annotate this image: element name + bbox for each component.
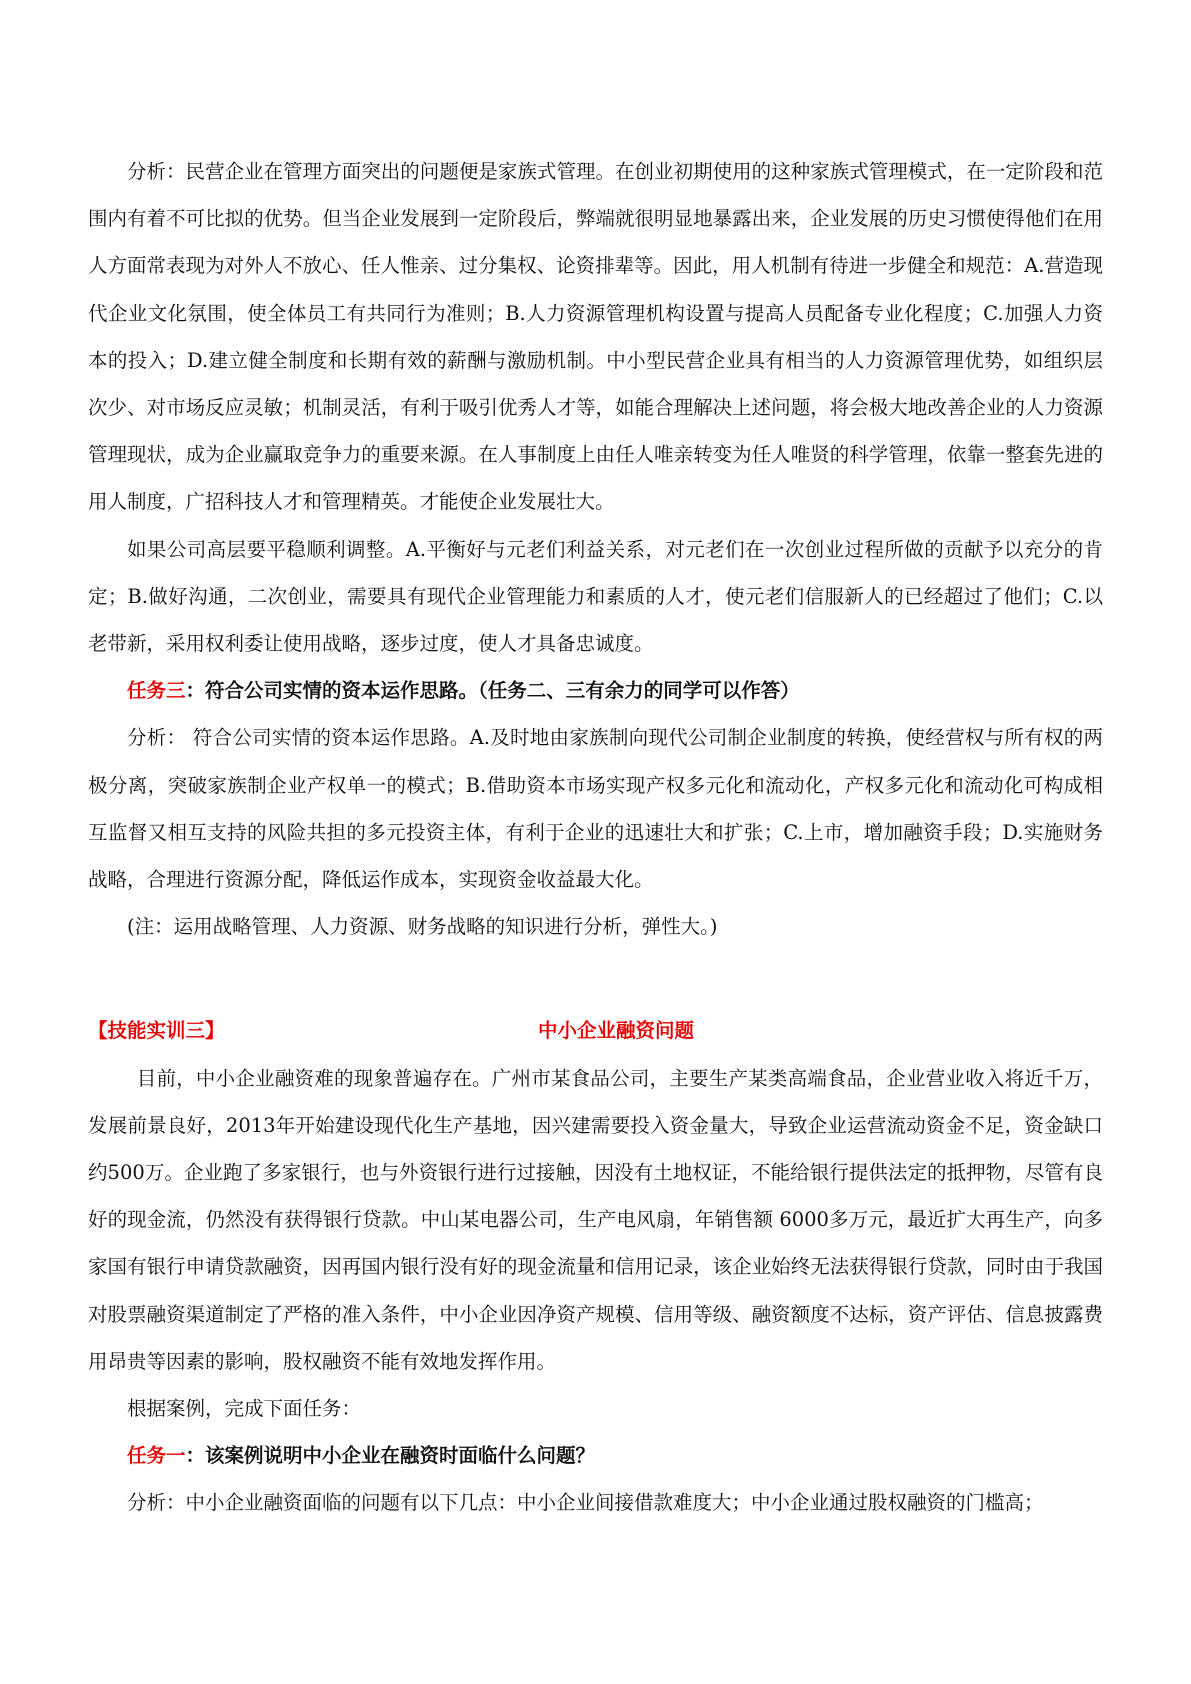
task3-analysis-paragraph: 分析： 符合公司实情的资本运作思路。A.及时地由家族制向现代公司制企业制度的转换，使经营权与所有权的两极分离，突破家族制企业产权单一的模式；B.借助资本市场实现产权多元化和流动化，产权多元化和流动化可构成相互监督又相互支持的风险共担的多元投资主体，有利于企业的迅速壮大和扩张；C.上市，增加融资手段；D.实施财务战略，合理进行资源分配，降低运作成本，实现资金收益最大化。 [88, 726, 1103, 892]
task1-heading [88, 1432, 1103, 1479]
task1-analysis-paragraph: 分析：中小企业融资面临的问题有以下几点：中小企业间接借款难度大；中小企业通过股权融资的门槛高； [127, 1491, 1044, 1515]
task3-text: ：符合公司实情的资本运作思路。（任务二、三有余力的同学可以作答） [185, 679, 800, 703]
document-page [88, 148, 1103, 1527]
task3-label: 任务三 [127, 679, 186, 703]
adjustment-paragraph: 如果公司高层要平稳顺利调整。A.平衡好与元老们利益关系，对元老们在一次创业过程所做的贡献予以充分的肯定；B.做好沟通，二次创业，需要具有现代企业管理能力和素质的人才，使元老们信服新人的已经超过了他们；C.以老带新，采用权利委让使用战略，逐步过度，使人才具备忠诚度。 [88, 537, 1103, 656]
section-title: 中小企业融资问题 [538, 1019, 695, 1043]
section-header [88, 1007, 1103, 1054]
note-paragraph: (注：运用战略管理、人力资源、财务战略的知识进行分析，弹性大。) [127, 915, 718, 939]
analysis-paragraph-family-management: 分析：民营企业在管理方面突出的问题便是家族式管理。在创业初期使用的这种家族式管理模式，在一定阶段和范围内有着不可比拟的优势。但当企业发展到一定阶段后，弊端就很明显地暴露出来，企业发展的历史习惯使得他们在用人方面常表现为对外人不放心、任人惟亲、过分集权、论资排辈等。因此，用人机制有待进一步健全和规范：A.营造现代企业文化氛围，使全体员工有共同行为准则；B.人力资源管理机构设置与提高人员配备专业化程度；C.加强人力资本的投入；D.建立健全制度和长期有效的薪酬与激励机制。中小型民营企业具有相当的人力资源管理优势，如组织层次少、对市场反应灵敏；机制灵活，有利于吸引优秀人才等，如能合理解决上述问题，将会极大地改善企业的人力资源管理现状，成为企业赢取竞争力的重要来源。在人事制度上由任人唯亲转变为任人唯贤的科学管理，依靠一整套先进的用人制度，广招科技人才和管理精英。才能使企业发展壮大。 [88, 160, 1103, 514]
instruction-paragraph: 根据案例，完成下面任务： [127, 1397, 362, 1421]
task1-label: 任务一 [127, 1444, 186, 1468]
task1-text: ：该案例说明中小企业在融资时面临什么问题？ [185, 1444, 596, 1468]
section-gap [88, 950, 1103, 1007]
case-paragraph: 目前，中小企业融资难的现象普遍存在。广州市某食品公司，主要生产某类高端食品，企业营业收入将近千万，发展前景良好，2013年开始建设现代化生产基地，因兴建需要投入资金量大，导致企业运营流动资金不足，资金缺口约500万。企业跑了多家银行，也与外资银行进行过接触，因没有土地权证，不能给银行提供法定的抵押物，尽管有良好的现金流，仍然没有获得银行贷款。中山某电器公司，生产电风扇，年销售额 6000多万元，最近扩大再生产，向多家国有银行申请贷款融资，因再国内银行没有好的现金流量和信用记录，该企业始终无法获得银行贷款，同时由于我国对股票融资渠道制定了严格的准入条件，中小企业因净资产规模、信用等级、融资额度不达标，资产评估、信息披露费用昂贵等因素的影响，股权融资不能有效地发挥作用。 [88, 1066, 1103, 1373]
task3-heading [88, 667, 1103, 714]
section-label: 【技能实训三】 [88, 1019, 225, 1043]
